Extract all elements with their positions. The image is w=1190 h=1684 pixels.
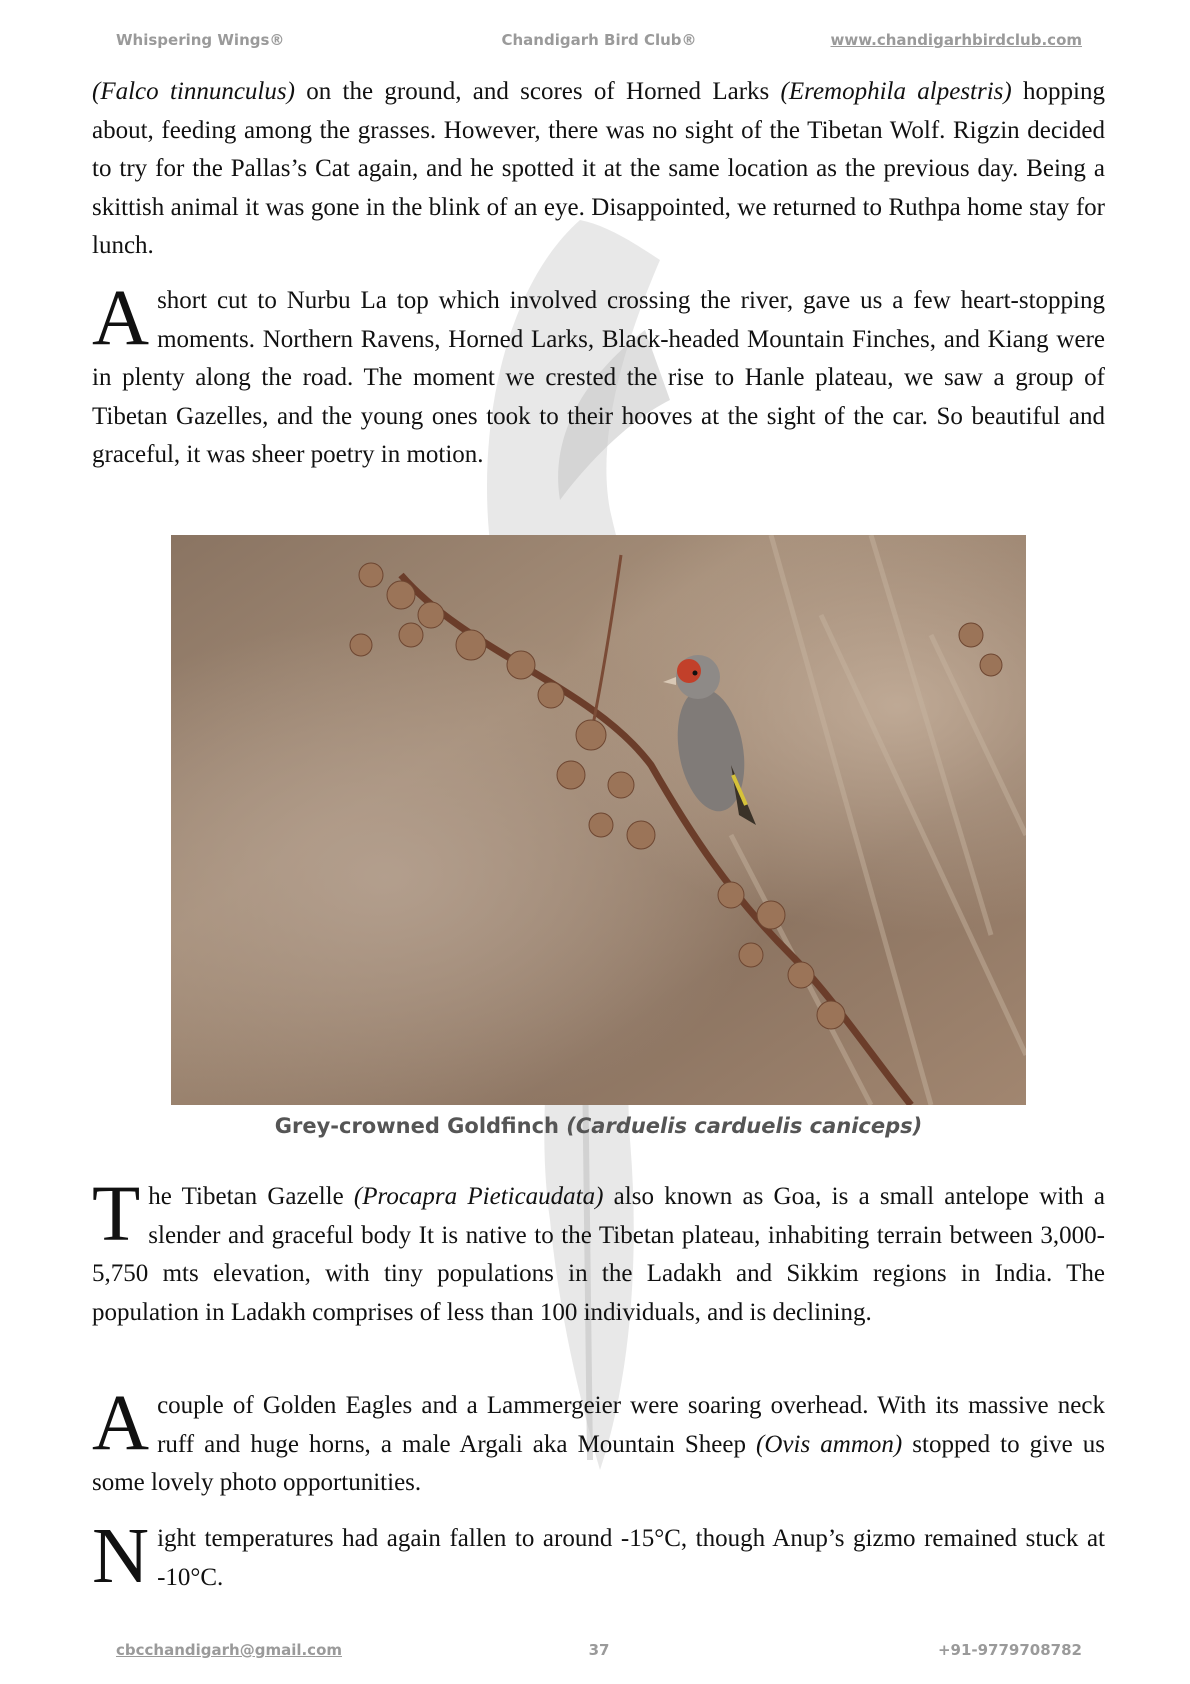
paragraph-3 — [92, 1171, 1105, 1332]
photo-caption — [92, 1114, 1105, 1138]
header-publication: Whispering Wings® — [116, 31, 285, 49]
scientific-name-gazelle: (Procapra Pieticaudata) — [353, 1183, 604, 1210]
caption-scientific-name: (Carduelis carduelis caniceps) — [566, 1114, 923, 1138]
drop-cap: N — [92, 1513, 150, 1600]
header-club-name: Chandigarh Bird Club® — [501, 31, 697, 49]
page-footer — [116, 1638, 1082, 1662]
goldfinch-photo — [171, 535, 1026, 1105]
paragraph-4-text-a: couple of Golden Eagles and a Lammergeier were soaring overhead. With its massive neck ruff and huge horns, a male Argali aka Mountain Sheep — [157, 1392, 1105, 1458]
scientific-name-kestrel: (Falco tinnunculus) — [92, 78, 295, 105]
drop-cap: A — [92, 275, 150, 362]
paragraph-1 — [92, 73, 1105, 266]
drop-cap: A — [92, 1380, 150, 1467]
header-website-link[interactable]: www.chandigarhbirdclub.com — [830, 31, 1082, 49]
paragraph-1-text-a: on the ground, and scores of Horned Larks — [294, 78, 781, 105]
scientific-name-horned-lark: (Eremophila alpestris) — [780, 78, 1012, 105]
scientific-name-argali: (Ovis ammon) — [756, 1430, 903, 1458]
paragraph-5 — [92, 1513, 1105, 1600]
paragraph-1-text-b: hopping about, feeding among the grasses. However, there was no sight of the Tibetan Wolf. Rigzin decided to try for the Pallas’s Cat again, and he spotted it at the same location as the previous day. Being a skittish animal it was gone in the blink of an eye. Disappointed, we returned to Ruthpa home stay for lunch. — [92, 78, 1105, 259]
caption-common-name: Grey-crowned Goldfinch — [274, 1114, 567, 1138]
page-number: 37 — [588, 1641, 610, 1659]
footer-email-link[interactable]: cbcchandigarh@gmail.com — [116, 1641, 343, 1659]
paragraph-5-text: ight temperatures had again fallen to around -15°C, though Anup’s gizmo remained stuck at -10°C. — [157, 1525, 1105, 1591]
paragraph-3-text-b: also known as Goa, is a small antelope with a slender and graceful body It is native to the Tibetan plateau, inhabiting terrain between 3,000-5,750 mts elevation, with tiny populations in the Ladakh and Sikkim regions in India. The population in Ladakh comprises of less than 100 individuals, and is declining. — [92, 1183, 1105, 1326]
drop-cap: T — [92, 1171, 141, 1258]
paragraph-2 — [92, 275, 1105, 475]
paragraph-4 — [92, 1380, 1105, 1503]
paragraph-4-text-b: stopped to give us some lovely photo opportunities. — [92, 1430, 1105, 1496]
page-header — [116, 28, 1082, 52]
footer-phone: +91-9779708782 — [937, 1641, 1082, 1659]
paragraph-2-text: short cut to Nurbu La top which involved crossing the river, gave us a few heart-stopping moments. Northern Ravens, Horned Larks, Black-headed Mountain Finches, and Kiang were in plenty along the road. The moment we crested the rise to Hanle plateau, we saw a group of Tibetan Gazelles, and the young ones took to their hooves at the sight of the car. So beautiful and graceful, it was sheer poetry in motion. — [92, 287, 1105, 468]
paragraph-3-text-a: he Tibetan Gazelle — [148, 1183, 354, 1210]
